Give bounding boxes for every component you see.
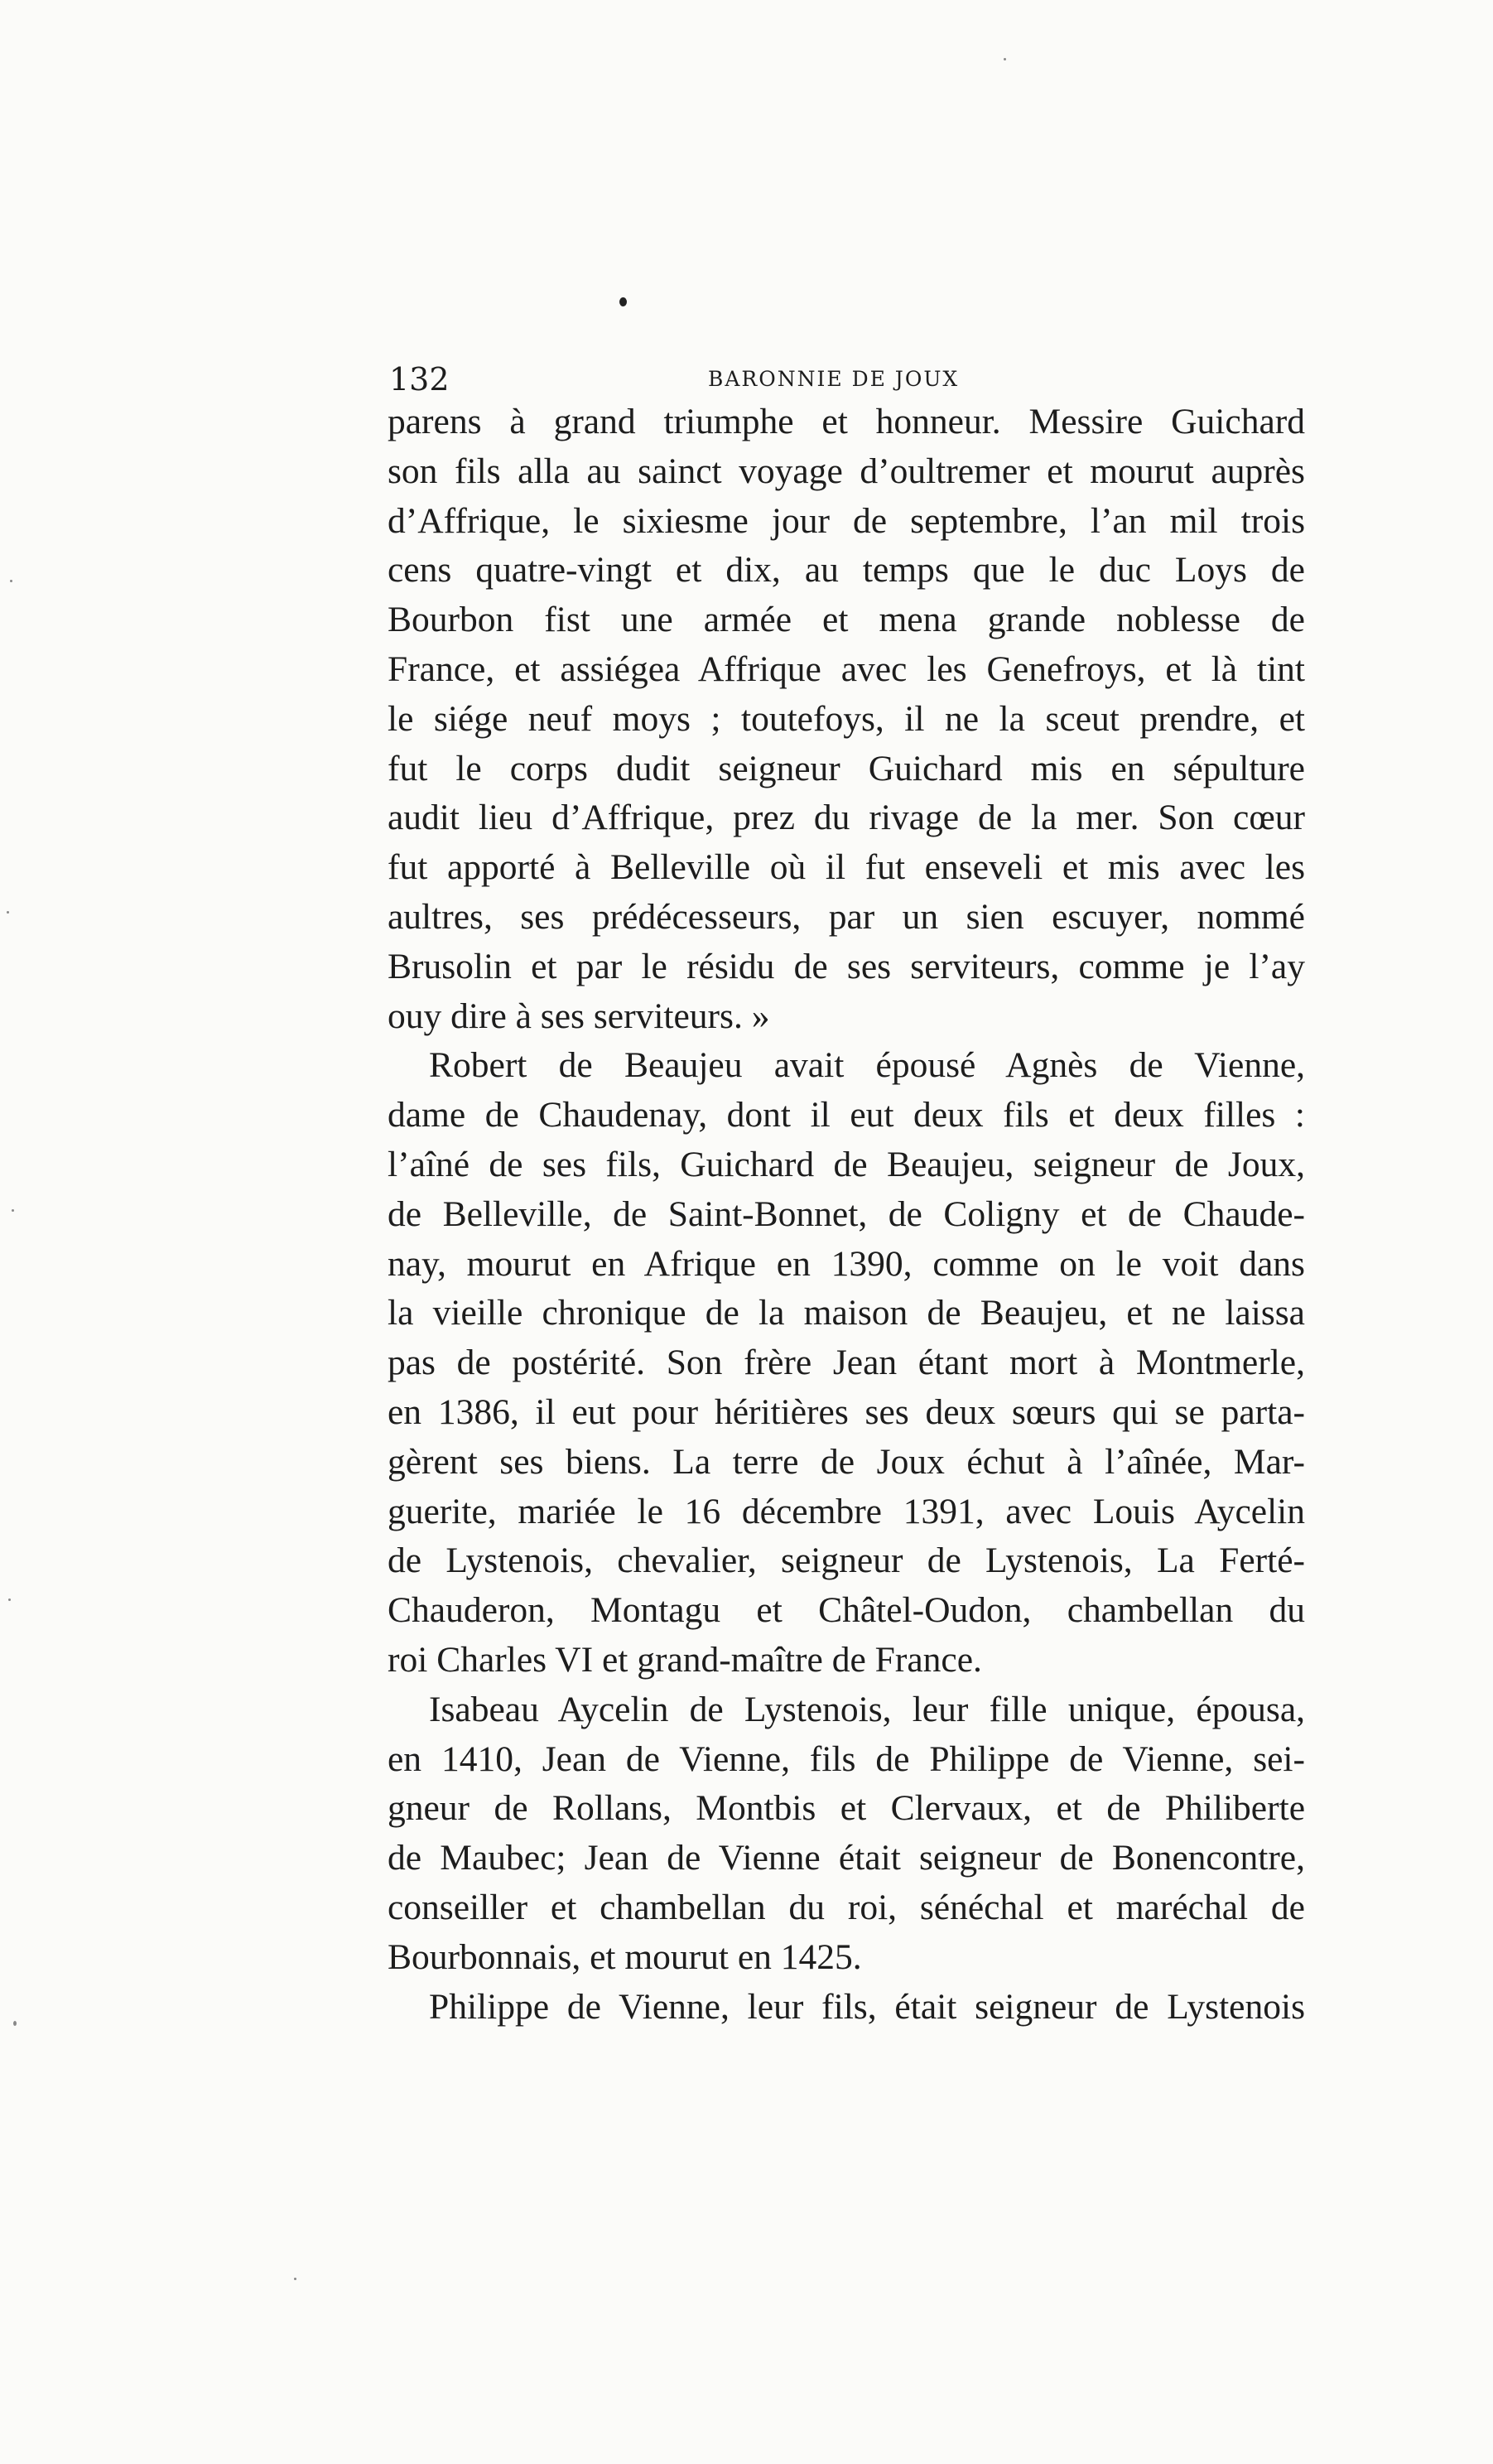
text-line: fut apporté à Belleville où il fut enseveli et mis avec les <box>388 847 1305 888</box>
paragraph-3 <box>388 1685 1305 1983</box>
scan-speck <box>294 2278 296 2280</box>
text-line: de Belleville, de Saint-Bonnet, de Coligny et de Chaude- <box>388 1193 1305 1234</box>
text-line: Bourbon fist une armée et mena grande noblesse de <box>388 600 1305 640</box>
text-line: le siége neuf moys ; toutefoys, il ne la sceut prendre, et <box>388 698 1305 739</box>
text-line: la vieille chronique de la maison de Beaujeu, et ne laissa <box>388 1293 1305 1333</box>
text-line: Robert de Beaujeu avait épousé Agnès de Vienne, <box>429 1045 1305 1086</box>
text-line: fut le corps dudit seigneur Guichard mis en sépulture <box>388 748 1305 788</box>
text-line: cens quatre-vingt et dix, au temps que le duc Loys de <box>388 550 1305 591</box>
running-head: BARONNIE DE JOUX <box>708 367 960 391</box>
text-line: en 1386, il eut pour héritières ses deux sœurs qui se parta- <box>388 1391 1305 1432</box>
text-line: nay, mourut en Afrique en 1390, comme on le voit dans <box>388 1243 1305 1284</box>
body-text <box>388 398 1305 2032</box>
paragraph-1 <box>388 398 1305 1041</box>
text-line: dame de Chaudenay, dont il eut deux fils et deux filles : <box>388 1095 1305 1136</box>
text-line: son fils alla au sainct voyage d’oultremer et mourut auprès <box>388 451 1305 491</box>
text-line: parens à grand triumphe et honneur. Messire Guichard <box>388 402 1305 441</box>
printer-mark <box>619 297 627 306</box>
text-line: l’aîné de ses fils, Guichard de Beaujeu, seigneur de Joux, <box>388 1144 1305 1184</box>
text-line: pas de postérité. Son frère Jean étant mort à Montmerle, <box>388 1343 1305 1383</box>
text-line: audit lieu d’Affrique, prez du rivage de la mer. Son cœur <box>388 798 1305 838</box>
scan-speck <box>10 580 12 582</box>
text-line: conseiller et chambellan du roi, sénéchal et maréchal de <box>388 1887 1305 1927</box>
scan-speck <box>13 2021 17 2026</box>
paragraph-2 <box>388 1041 1305 1685</box>
text-line: de Lystenois, chevalier, seigneur de Lystenois, La Ferté- <box>388 1541 1305 1581</box>
text-line: gèrent ses biens. La terre de Joux échut à l’aînée, Mar- <box>388 1441 1305 1482</box>
text-line: Philippe de Vienne, leur fils, était seigneur de Lystenois <box>429 1986 1305 2027</box>
text-line: France, et assiégea Affrique avec les Genefroys, et là tint <box>388 649 1305 689</box>
scan-speck <box>7 911 9 914</box>
text-line: ouy dire à ses serviteurs. » <box>388 996 770 1036</box>
text-line: Bourbonnais, et mourut en 1425. <box>388 1936 862 1977</box>
paragraph-4 <box>388 1983 1305 2032</box>
text-line: de Maubec; Jean de Vienne était seigneur de Bonencontre, <box>388 1838 1305 1878</box>
text-line: aultres, ses prédécesseurs, par un sien escuyer, nommé <box>388 896 1305 937</box>
text-line: Chauderon, Montagu et Châtel-Oudon, chambellan du <box>388 1590 1305 1631</box>
scan-speck <box>12 1209 14 1212</box>
text-line: en 1410, Jean de Vienne, fils de Philippe de Vienne, sei- <box>388 1738 1305 1779</box>
text-line: gneur de Rollans, Montbis et Clervaux, et de Philiberte <box>388 1788 1305 1829</box>
text-line: Brusolin et par le résidu de ses serviteurs, comme je l’ay <box>388 946 1305 986</box>
scan-speck <box>1004 58 1006 60</box>
scan-speck <box>8 1598 11 1601</box>
page-number: 132 <box>389 361 450 398</box>
text-line: guerite, mariée le 16 décembre 1391, avec Louis Aycelin <box>388 1491 1305 1531</box>
text-line: d’Affrique, le sixiesme jour de septembre, l’an mil trois <box>388 500 1305 541</box>
text-line: Isabeau Aycelin de Lystenois, leur fille unique, épousa, <box>429 1689 1305 1729</box>
text-line: roi Charles VI et grand-maître de France. <box>388 1639 982 1680</box>
